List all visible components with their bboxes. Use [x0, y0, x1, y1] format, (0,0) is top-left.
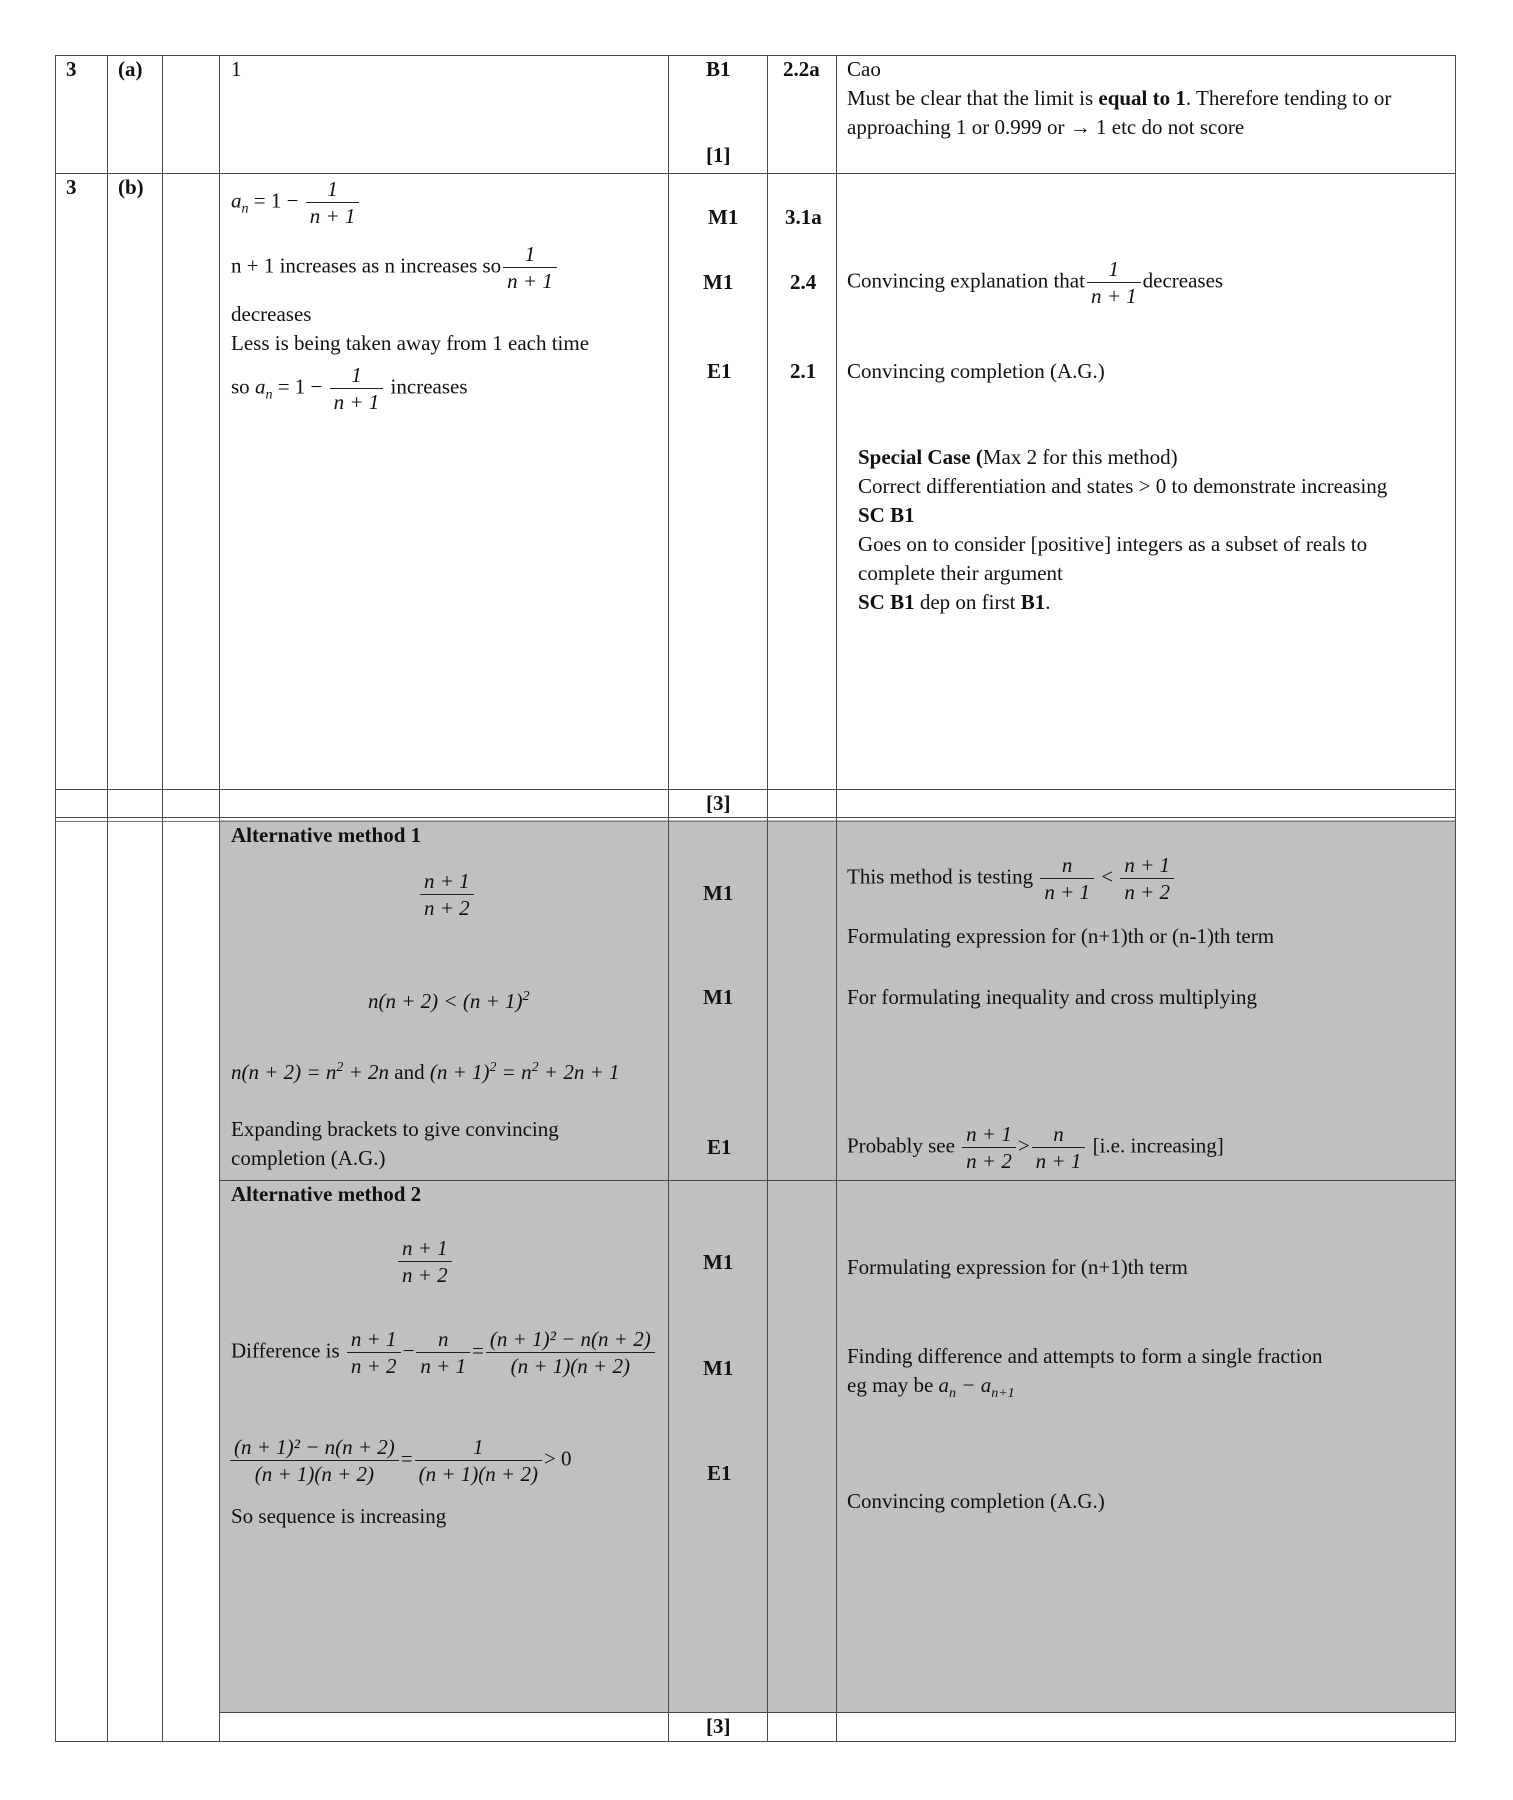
col-line-2	[162, 55, 163, 1741]
col-line-7	[1455, 55, 1456, 1741]
alt2-r1-guidance: Formulating expression for (n+1)th term	[847, 1255, 1188, 1279]
alt1-title: Alternative method 1	[231, 823, 422, 847]
part-label-b: (b)	[118, 175, 144, 199]
alt1-r3-expression: $n(n + 2) = n^2 + 2n$ and $(n + 1)^2 = n^2 + 2n + 1$	[231, 1060, 620, 1084]
special-case-line3: SC B1	[858, 503, 915, 527]
table-bottom-border	[55, 1741, 1456, 1742]
alt1-r2-guidance: For formulating inequality and cross multiplying	[847, 985, 1258, 1009]
special-case-line4: Goes on to consider [positive] integers as a subset of reals to	[858, 532, 1368, 556]
alt2-r2-guidance-line2: eg may be $a_n - a_{n+1}$	[847, 1373, 1015, 1402]
step1-ao: 3.1a	[785, 205, 822, 229]
alt2-r1-mark: M1	[703, 1250, 734, 1274]
guidance-a-line3: approaching 1 or 0.999 or → 1 etc do not score	[847, 115, 1245, 139]
alt1-r4-guidance: Probably see $\frac{n + 1}{n + 2}$ > $\frac{n}{n + 1}$ [i.e. increasing]	[847, 1122, 1224, 1173]
step3-ao: 2.1	[790, 359, 817, 383]
special-case-line5: complete their argument	[858, 561, 1063, 585]
total-alt: [3]	[706, 1714, 731, 1738]
step2-ao: 2.4	[790, 270, 817, 294]
special-case-title: Special Case (Max 2 for this method)	[858, 445, 1178, 469]
special-case-line6: SC B1 dep on first B1.	[858, 590, 1051, 614]
alt1-r2-expression: $n(n + 2) < (n + 1)^2$	[368, 989, 530, 1013]
total-a: [1]	[706, 143, 731, 167]
row-divider-a-b	[55, 173, 1456, 174]
question-number-a: 3	[66, 57, 77, 81]
alt1-r4-line2: completion (A.G.)	[231, 1146, 386, 1170]
alt2-r3-mark: E1	[707, 1461, 732, 1485]
alt1-r2-mark: M1	[703, 985, 734, 1009]
total-b: [3]	[706, 791, 731, 815]
alt1-r1-guidance: This method is testing $\frac{n}{n + 1}$ < $\frac{n + 1}{n + 2}$	[847, 852, 1176, 905]
row-divider-total-b	[55, 789, 1456, 790]
col-line-6	[836, 55, 837, 1741]
part-label-a: (a)	[118, 57, 143, 81]
alt1-r1-expression: $\frac{n + 1}{n + 2}$	[418, 868, 476, 921]
step2-guidance: Convincing explanation that $\frac{1}{n + 1}$ decreases	[847, 257, 1224, 308]
step1-expression: $a_n = 1$ − $\frac{1}{n + 1}$	[231, 176, 361, 229]
alt2-r2-guidance-line1: Finding difference and attempts to form a single fraction	[847, 1344, 1323, 1368]
alt2-r3-guidance: Convincing completion (A.G.)	[847, 1489, 1105, 1513]
alt2-r3-line2: So sequence is increasing	[231, 1504, 447, 1528]
alt2-r1-expression: $\frac{n + 1}{n + 2}$	[396, 1235, 454, 1288]
question-number-b: 3	[66, 175, 77, 199]
alt2-r2-expression: Difference is $\frac{n + 1}{n + 2}$ − $\frac{n}{n + 1}$ = $\frac{\text{(n + 1)² − n(n + 2)}}{(n + 1)(n + 2)}$	[231, 1326, 657, 1379]
mark-a: B1	[706, 57, 731, 81]
ao-a: 2.2a	[783, 57, 820, 81]
col-line-4	[668, 55, 669, 1741]
answer-a: 1	[231, 57, 242, 81]
alt2-r3-expression: $\frac{\text{(n + 1)² − n(n + 2)}}{(n + 1)(n + 2)}$ = $\frac{1}{(n + 1)(n + 2)}$ > 0	[228, 1434, 572, 1487]
alt1-r4-mark: E1	[707, 1135, 732, 1159]
col-line-0	[55, 55, 56, 1741]
guidance-a-line2: Must be clear that the limit is equal to 1. Therefore tending to or	[847, 86, 1392, 110]
row-divider-alt2-total	[220, 1712, 1456, 1713]
alt2-r2-mark: M1	[703, 1356, 734, 1380]
row-divider-alt-start	[55, 817, 1456, 818]
alt1-r4-line1: Expanding brackets to give convincing	[231, 1117, 559, 1141]
step3-line1: Less is being taken away from 1 each time	[231, 331, 590, 355]
alt1-r1-guidance-line2: Formulating expression for (n+1)th or (n-1)th term	[847, 924, 1275, 948]
step3-guidance: Convincing completion (A.G.)	[847, 359, 1105, 383]
step2-expression: n + 1 increases as n increases so $\frac{1}{n + 1}$	[231, 241, 559, 294]
alt1-r1-mark: M1	[703, 881, 734, 905]
step2-mark: M1	[703, 270, 734, 294]
step1-mark: M1	[708, 205, 739, 229]
table-top-border	[55, 55, 1456, 56]
col-line-5	[767, 55, 768, 1741]
special-case-line2: Correct differentiation and states > 0 to demonstrate increasing	[858, 474, 1388, 498]
col-line-3	[219, 55, 220, 1741]
alt2-title: Alternative method 2	[231, 1182, 422, 1206]
step3-expression: so $a_n = 1$ − $\frac{1}{n + 1}$ increases	[231, 363, 468, 414]
step3-mark: E1	[707, 359, 732, 383]
guidance-a-line1: Cao	[847, 57, 881, 81]
col-line-1	[107, 55, 108, 1741]
step2-continued: decreases	[231, 302, 312, 326]
